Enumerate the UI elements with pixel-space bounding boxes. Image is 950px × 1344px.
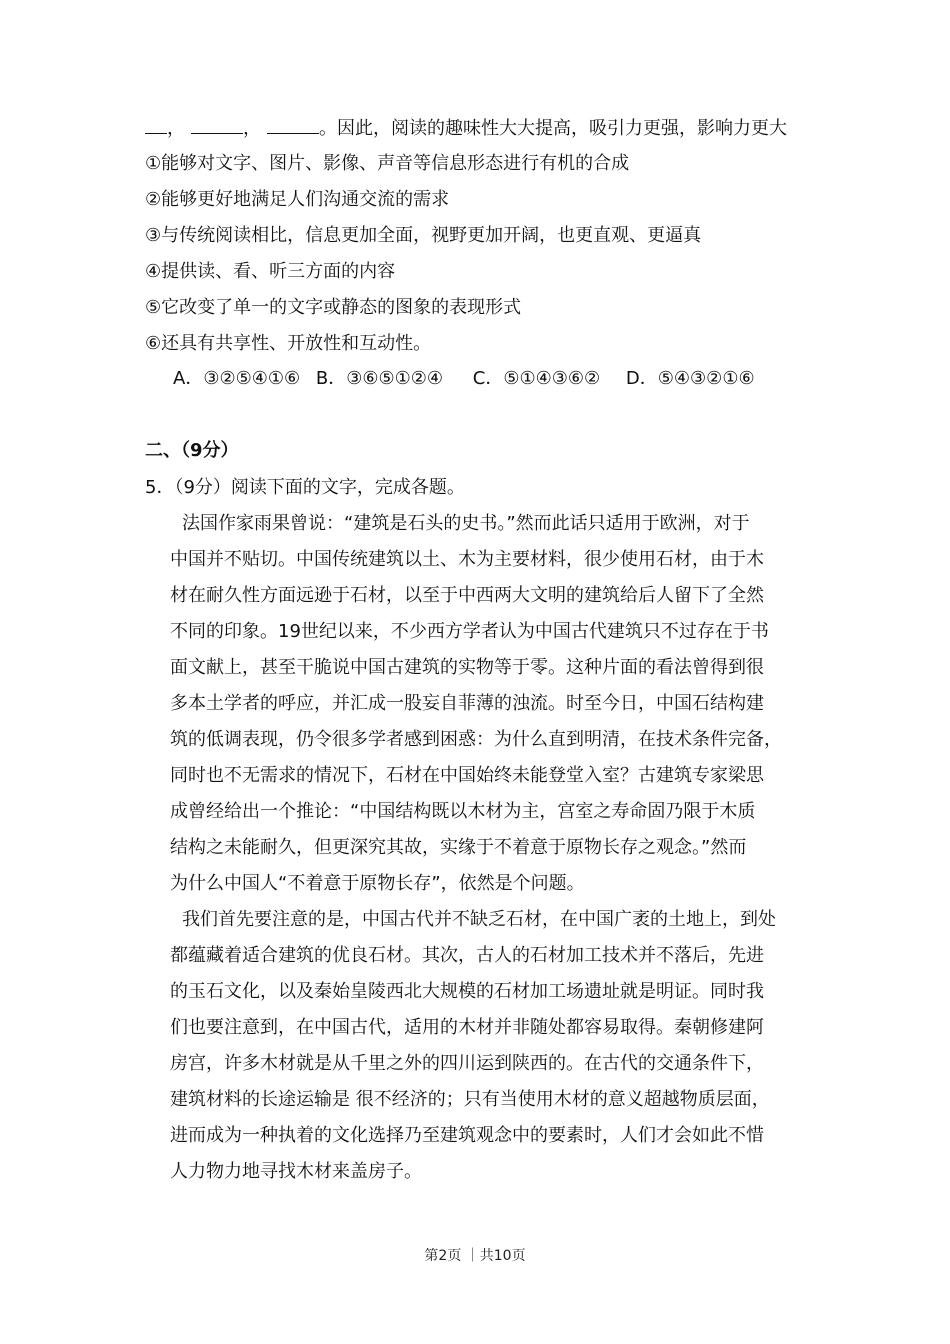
paragraph-line: 为什么中国人“不着意于原物长存”，依然是个问题。 <box>170 873 585 894</box>
paragraph-line: 面文献上，甚至干脆说中国古建筑的实物等于零。这种片面的看法曾得到很 <box>170 657 764 678</box>
paragraph-line: 不同的印象。19世纪以来，不少西方学者认为中国古代建筑只不过存在于书 <box>170 621 769 642</box>
paragraph-line: 材在耐久性方面远逊于石材，以至于中西两大文明的建筑给后人留下了全然 <box>170 585 764 606</box>
question-stem-line <box>145 117 787 140</box>
sentence-item: ①能够对文字、图片、影像、声音等信息形态进行有机的合成 <box>145 153 630 174</box>
answer-blank <box>191 117 243 134</box>
paragraph-line: 人力物力地寻找木材来盖房子。 <box>170 1161 422 1182</box>
paragraph-line: 筑的低调表现，仍令很多学者感到困惑：为什么直到明清，在技术条件完备， <box>170 729 782 750</box>
answer-options <box>173 368 755 390</box>
option-c: C．⑤①④③⑥② <box>472 368 601 389</box>
option-b: B．③⑥⑤①②④ <box>315 368 444 389</box>
paragraph-line: 我们首先要注意的是，中国古代并不缺乏石材，在中国广袤的土地上，到处 <box>182 909 776 930</box>
separator: ， <box>167 118 185 139</box>
paragraph-line: 中国并不贴切。中国传统建筑以土、木为主要材料，很少使用石材，由于木 <box>170 549 764 570</box>
page-footer: 第2页 ｜共10页 <box>424 1248 526 1264</box>
paragraph-line: 成曾经给出一个推论：“中国结构既以木材为主，宫室之寿命固乃限于木质 <box>170 801 756 822</box>
question-stem-text: 。因此，阅读的趣味性大大提高，吸引力更强，影响力更大 <box>319 118 787 139</box>
answer-blank <box>145 117 167 134</box>
paragraph-line: 建筑材料的长途运输是 很不经济的；只有当使用木材的意义超越物质层面， <box>170 1089 770 1110</box>
paragraph-line: 进而成为一种执着的文化选择乃至建筑观念中的要素时，人们才会如此不惜 <box>170 1125 764 1146</box>
paragraph-line: 房宫，许多木材就是从千里之外的四川运到陕西的。在古代的交通条件下， <box>170 1053 764 1074</box>
sentence-item: ⑥还具有共享性、开放性和互动性。 <box>145 333 432 354</box>
sentence-item: ⑤它改变了单一的文字或静态的图象的表现形式 <box>145 297 522 318</box>
separator: ， <box>243 118 261 139</box>
sentence-item: ③与传统阅读相比，信息更加全面，视野更加开阔，也更直观、更逼真 <box>145 225 702 246</box>
option-a: A．③②⑤④①⑥ <box>173 368 301 389</box>
sentence-item: ④提供读、看、听三方面的内容 <box>145 261 396 282</box>
paragraph-line: 同时也不无需求的情况下，石材在中国始终未能登堂入室？古建筑专家梁思 <box>170 765 764 786</box>
paragraph-line: 们也要注意到，在中国古代，适用的木材并非随处都容易取得。秦朝修建阿 <box>170 1017 764 1038</box>
sentence-item: ②能够更好地满足人们沟通交流的需求 <box>145 189 450 210</box>
paragraph-line: 法国作家雨果曾说：“建筑是石头的史书。”然而此话只适用于欧洲，对于 <box>182 513 750 534</box>
section-heading: 二、（9分） <box>145 440 239 461</box>
question-label: 5．（9分）阅读下面的文字，完成各题。 <box>145 477 465 498</box>
option-d: D．⑤④③②①⑥ <box>625 368 755 389</box>
paragraph-line: 结构之未能耐久，但更深究其故，实缘于不着意于原物长存之观念。”然而 <box>170 837 747 858</box>
answer-blank <box>267 117 319 134</box>
paragraph-line: 多本土学者的呼应，并汇成一股妄自菲薄的浊流。时至今日，中国石结构建 <box>170 693 764 714</box>
paragraph-line: 都蕴藏着适合建筑的优良石材。其次，古人的石材加工技术并不落后，先进 <box>170 945 764 966</box>
paragraph-line: 的玉石文化，以及秦始皇陵西北大规模的石材加工场遗址就是明证。同时我 <box>170 981 764 1002</box>
